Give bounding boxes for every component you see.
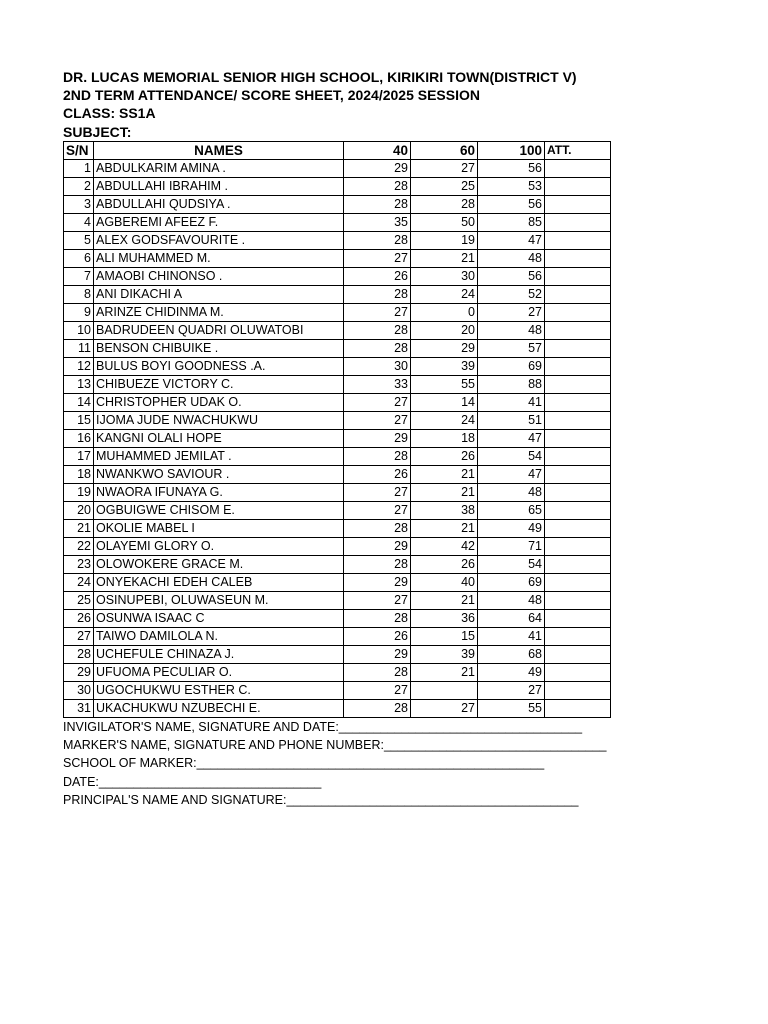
- score-table: [63, 141, 611, 718]
- row-attendance: [545, 591, 611, 609]
- row-score-60: 40: [411, 573, 478, 591]
- row-score-100: 56: [478, 159, 545, 177]
- row-sn: 28: [64, 645, 94, 663]
- row-score-100: 49: [478, 519, 545, 537]
- row-score-60: 0: [411, 303, 478, 321]
- header-names: NAMES: [94, 141, 344, 159]
- row-attendance: [545, 483, 611, 501]
- row-score-100: 48: [478, 591, 545, 609]
- row-sn: 19: [64, 483, 94, 501]
- row-attendance: [545, 393, 611, 411]
- row-score-40: 28: [344, 231, 411, 249]
- table-row: [64, 645, 611, 663]
- row-attendance: [545, 411, 611, 429]
- row-sn: 29: [64, 663, 94, 681]
- header-score-60: 60: [411, 141, 478, 159]
- table-row: [64, 285, 611, 303]
- row-name: ARINZE CHIDINMA M.: [94, 303, 344, 321]
- row-score-40: 28: [344, 447, 411, 465]
- row-score-100: 27: [478, 303, 545, 321]
- row-attendance: [545, 681, 611, 699]
- row-attendance: [545, 285, 611, 303]
- row-sn: 10: [64, 321, 94, 339]
- row-score-100: 57: [478, 339, 545, 357]
- row-score-60: 21: [411, 465, 478, 483]
- row-score-60: 21: [411, 483, 478, 501]
- table-row: [64, 519, 611, 537]
- row-score-60: 36: [411, 609, 478, 627]
- table-row: [64, 375, 611, 393]
- table-row: [64, 627, 611, 645]
- row-score-60: 26: [411, 555, 478, 573]
- row-attendance: [545, 195, 611, 213]
- row-score-60: 24: [411, 411, 478, 429]
- row-name: ABDULLAHI IBRAHIM .: [94, 177, 344, 195]
- row-score-60: 26: [411, 447, 478, 465]
- table-header-row: [64, 141, 611, 159]
- row-name: ONYEKACHI EDEH CALEB: [94, 573, 344, 591]
- row-sn: 27: [64, 627, 94, 645]
- row-sn: 13: [64, 375, 94, 393]
- row-name: CHIBUEZE VICTORY C.: [94, 375, 344, 393]
- row-name: BADRUDEEN QUADRI OLUWATOBI: [94, 321, 344, 339]
- row-attendance: [545, 663, 611, 681]
- row-score-100: 85: [478, 213, 545, 231]
- row-attendance: [545, 231, 611, 249]
- row-sn: 12: [64, 357, 94, 375]
- row-score-100: 56: [478, 195, 545, 213]
- row-attendance: [545, 375, 611, 393]
- row-score-100: 65: [478, 501, 545, 519]
- row-score-60: 27: [411, 699, 478, 717]
- row-attendance: [545, 645, 611, 663]
- row-score-100: 64: [478, 609, 545, 627]
- row-score-100: 47: [478, 465, 545, 483]
- row-attendance: [545, 429, 611, 447]
- row-attendance: [545, 447, 611, 465]
- row-score-40: 28: [344, 555, 411, 573]
- table-row: [64, 573, 611, 591]
- row-attendance: [545, 357, 611, 375]
- row-score-100: 68: [478, 645, 545, 663]
- table-row: [64, 267, 611, 285]
- row-score-40: 28: [344, 177, 411, 195]
- row-sn: 18: [64, 465, 94, 483]
- row-score-100: 48: [478, 321, 545, 339]
- row-sn: 16: [64, 429, 94, 447]
- row-score-100: 71: [478, 537, 545, 555]
- row-score-40: 27: [344, 393, 411, 411]
- table-row: [64, 483, 611, 501]
- row-score-40: 27: [344, 249, 411, 267]
- row-attendance: [545, 519, 611, 537]
- row-score-40: 28: [344, 195, 411, 213]
- table-row: [64, 411, 611, 429]
- row-name: OSUNWA ISAAC C: [94, 609, 344, 627]
- table-row: [64, 447, 611, 465]
- row-score-60: 21: [411, 519, 478, 537]
- score-sheet: [63, 68, 623, 809]
- row-score-40: 27: [344, 303, 411, 321]
- row-name: BULUS BOYI GOODNESS .A.: [94, 357, 344, 375]
- row-score-60: 21: [411, 249, 478, 267]
- row-score-40: 29: [344, 159, 411, 177]
- row-score-100: 51: [478, 411, 545, 429]
- row-attendance: [545, 339, 611, 357]
- row-name: ABDULKARIM AMINA .: [94, 159, 344, 177]
- row-attendance: [545, 465, 611, 483]
- row-attendance: [545, 177, 611, 195]
- row-name: OLAYEMI GLORY O.: [94, 537, 344, 555]
- row-name: ANI DIKACHI A: [94, 285, 344, 303]
- row-attendance: [545, 213, 611, 231]
- row-score-100: 52: [478, 285, 545, 303]
- row-sn: 23: [64, 555, 94, 573]
- row-name: ALI MUHAMMED M.: [94, 249, 344, 267]
- term-heading: 2ND TERM ATTENDANCE/ SCORE SHEET, 2024/2025 SESSION: [63, 87, 480, 104]
- table-row: [64, 591, 611, 609]
- row-sn: 5: [64, 231, 94, 249]
- row-score-60: 21: [411, 663, 478, 681]
- row-name: KANGNI OLALI HOPE: [94, 429, 344, 447]
- row-sn: 17: [64, 447, 94, 465]
- row-sn: 20: [64, 501, 94, 519]
- row-score-100: 41: [478, 627, 545, 645]
- row-attendance: [545, 321, 611, 339]
- row-score-60: 39: [411, 357, 478, 375]
- row-sn: 7: [64, 267, 94, 285]
- row-attendance: [545, 699, 611, 717]
- date-line: DATE:________________________________: [63, 774, 322, 789]
- table-row: [64, 177, 611, 195]
- subject-heading: SUBJECT:: [63, 123, 132, 140]
- invigilator-line: INVIGILATOR'S NAME, SIGNATURE AND DATE:___________________________________: [63, 719, 583, 734]
- row-score-60: 29: [411, 339, 478, 357]
- row-sn: 30: [64, 681, 94, 699]
- row-name: OSINUPEBI, OLUWASEUN M.: [94, 591, 344, 609]
- row-score-40: 29: [344, 573, 411, 591]
- row-score-60: 30: [411, 267, 478, 285]
- row-score-40: 27: [344, 483, 411, 501]
- table-row: [64, 465, 611, 483]
- row-attendance: [545, 555, 611, 573]
- row-attendance: [545, 609, 611, 627]
- row-score-40: 29: [344, 537, 411, 555]
- row-attendance: [545, 249, 611, 267]
- row-score-60: 18: [411, 429, 478, 447]
- row-attendance: [545, 501, 611, 519]
- school-of-marker-line: SCHOOL OF MARKER:__________________________________________________: [63, 756, 545, 771]
- table-row: [64, 357, 611, 375]
- row-score-40: 28: [344, 663, 411, 681]
- row-score-100: 53: [478, 177, 545, 195]
- school-name-heading: DR. LUCAS MEMORIAL SENIOR HIGH SCHOOL, KIRIKIRI TOWN(DISTRICT V): [63, 69, 577, 85]
- row-score-100: 55: [478, 699, 545, 717]
- table-row: [64, 393, 611, 411]
- row-score-100: 48: [478, 483, 545, 501]
- row-score-40: 28: [344, 609, 411, 627]
- row-score-40: 28: [344, 699, 411, 717]
- row-score-60: 15: [411, 627, 478, 645]
- row-name: NWANKWO SAVIOUR .: [94, 465, 344, 483]
- row-score-40: 29: [344, 429, 411, 447]
- row-score-40: 30: [344, 357, 411, 375]
- table-row: [64, 681, 611, 699]
- table-row: [64, 249, 611, 267]
- row-name: UGOCHUKWU ESTHER C.: [94, 681, 344, 699]
- row-sn: 21: [64, 519, 94, 537]
- row-name: ALEX GODSFAVOURITE .: [94, 231, 344, 249]
- row-name: UCHEFULE CHINAZA J.: [94, 645, 344, 663]
- row-score-40: 27: [344, 501, 411, 519]
- row-score-60: 14: [411, 393, 478, 411]
- row-score-60: 38: [411, 501, 478, 519]
- row-name: OKOLIE MABEL I: [94, 519, 344, 537]
- row-sn: 8: [64, 285, 94, 303]
- row-score-40: 35: [344, 213, 411, 231]
- row-score-100: 88: [478, 375, 545, 393]
- header-score-100: 100: [478, 141, 545, 159]
- row-sn: 14: [64, 393, 94, 411]
- row-name: OLOWOKERE GRACE M.: [94, 555, 344, 573]
- row-score-40: 28: [344, 519, 411, 537]
- table-row: [64, 339, 611, 357]
- table-row: [64, 555, 611, 573]
- row-attendance: [545, 159, 611, 177]
- row-score-40: 28: [344, 285, 411, 303]
- row-name: UFUOMA PECULIAR O.: [94, 663, 344, 681]
- header-sn: S/N: [64, 141, 94, 159]
- table-row: [64, 609, 611, 627]
- table-row: [64, 663, 611, 681]
- row-score-100: 41: [478, 393, 545, 411]
- header-attendance: ATT.: [545, 141, 611, 159]
- row-attendance: [545, 627, 611, 645]
- table-row: [64, 303, 611, 321]
- row-sn: 26: [64, 609, 94, 627]
- row-score-40: 29: [344, 645, 411, 663]
- row-score-60: 42: [411, 537, 478, 555]
- table-row: [64, 429, 611, 447]
- row-sn: 3: [64, 195, 94, 213]
- row-attendance: [545, 267, 611, 285]
- row-name: TAIWO DAMILOLA N.: [94, 627, 344, 645]
- class-heading: CLASS: SS1A: [63, 105, 156, 122]
- row-score-40: 26: [344, 267, 411, 285]
- row-name: IJOMA JUDE NWACHUKWU: [94, 411, 344, 429]
- row-score-60: 19: [411, 231, 478, 249]
- row-score-100: 47: [478, 429, 545, 447]
- row-score-60: 50: [411, 213, 478, 231]
- row-sn: 2: [64, 177, 94, 195]
- row-name: OGBUIGWE CHISOM E.: [94, 501, 344, 519]
- row-score-60: 39: [411, 645, 478, 663]
- row-score-60: 25: [411, 177, 478, 195]
- row-score-100: 69: [478, 573, 545, 591]
- table-row: [64, 537, 611, 555]
- table-row: [64, 501, 611, 519]
- principal-line: PRINCIPAL'S NAME AND SIGNATURE:__________________________________________: [63, 792, 579, 807]
- row-attendance: [545, 537, 611, 555]
- row-score-100: 56: [478, 267, 545, 285]
- row-score-40: 28: [344, 339, 411, 357]
- row-score-100: 54: [478, 555, 545, 573]
- row-score-100: 47: [478, 231, 545, 249]
- table-row: [64, 699, 611, 717]
- row-name: NWAORA IFUNAYA G.: [94, 483, 344, 501]
- table-row: [64, 213, 611, 231]
- row-score-40: 27: [344, 411, 411, 429]
- row-sn: 31: [64, 699, 94, 717]
- row-name: ABDULLAHI QUDSIYA .: [94, 195, 344, 213]
- row-score-60: [411, 681, 478, 699]
- row-sn: 11: [64, 339, 94, 357]
- row-score-40: 27: [344, 681, 411, 699]
- table-row: [64, 195, 611, 213]
- row-score-40: 26: [344, 465, 411, 483]
- row-score-60: 27: [411, 159, 478, 177]
- row-score-100: 54: [478, 447, 545, 465]
- row-name: AGBEREMI AFEEZ F.: [94, 213, 344, 231]
- header-score-40: 40: [344, 141, 411, 159]
- row-score-40: 26: [344, 627, 411, 645]
- row-sn: 22: [64, 537, 94, 555]
- row-attendance: [545, 303, 611, 321]
- row-name: UKACHUKWU NZUBECHI E.: [94, 699, 344, 717]
- row-score-60: 28: [411, 195, 478, 213]
- row-sn: 9: [64, 303, 94, 321]
- table-row: [64, 321, 611, 339]
- row-sn: 25: [64, 591, 94, 609]
- row-score-40: 27: [344, 591, 411, 609]
- row-name: AMAOBI CHINONSO .: [94, 267, 344, 285]
- row-sn: 15: [64, 411, 94, 429]
- marker-line: MARKER'S NAME, SIGNATURE AND PHONE NUMBER:________________________________: [63, 738, 607, 753]
- row-score-100: 69: [478, 357, 545, 375]
- row-score-60: 55: [411, 375, 478, 393]
- row-sn: 24: [64, 573, 94, 591]
- row-score-40: 28: [344, 321, 411, 339]
- row-name: MUHAMMED JEMILAT .: [94, 447, 344, 465]
- row-name: BENSON CHIBUIKE .: [94, 339, 344, 357]
- table-row: [64, 231, 611, 249]
- row-name: CHRISTOPHER UDAK O.: [94, 393, 344, 411]
- row-score-100: 49: [478, 663, 545, 681]
- row-score-100: 48: [478, 249, 545, 267]
- row-score-100: 27: [478, 681, 545, 699]
- row-sn: 6: [64, 249, 94, 267]
- row-score-60: 20: [411, 321, 478, 339]
- row-sn: 4: [64, 213, 94, 231]
- row-score-40: 33: [344, 375, 411, 393]
- row-sn: 1: [64, 159, 94, 177]
- table-row: [64, 159, 611, 177]
- row-score-60: 24: [411, 285, 478, 303]
- row-score-60: 21: [411, 591, 478, 609]
- row-attendance: [545, 573, 611, 591]
